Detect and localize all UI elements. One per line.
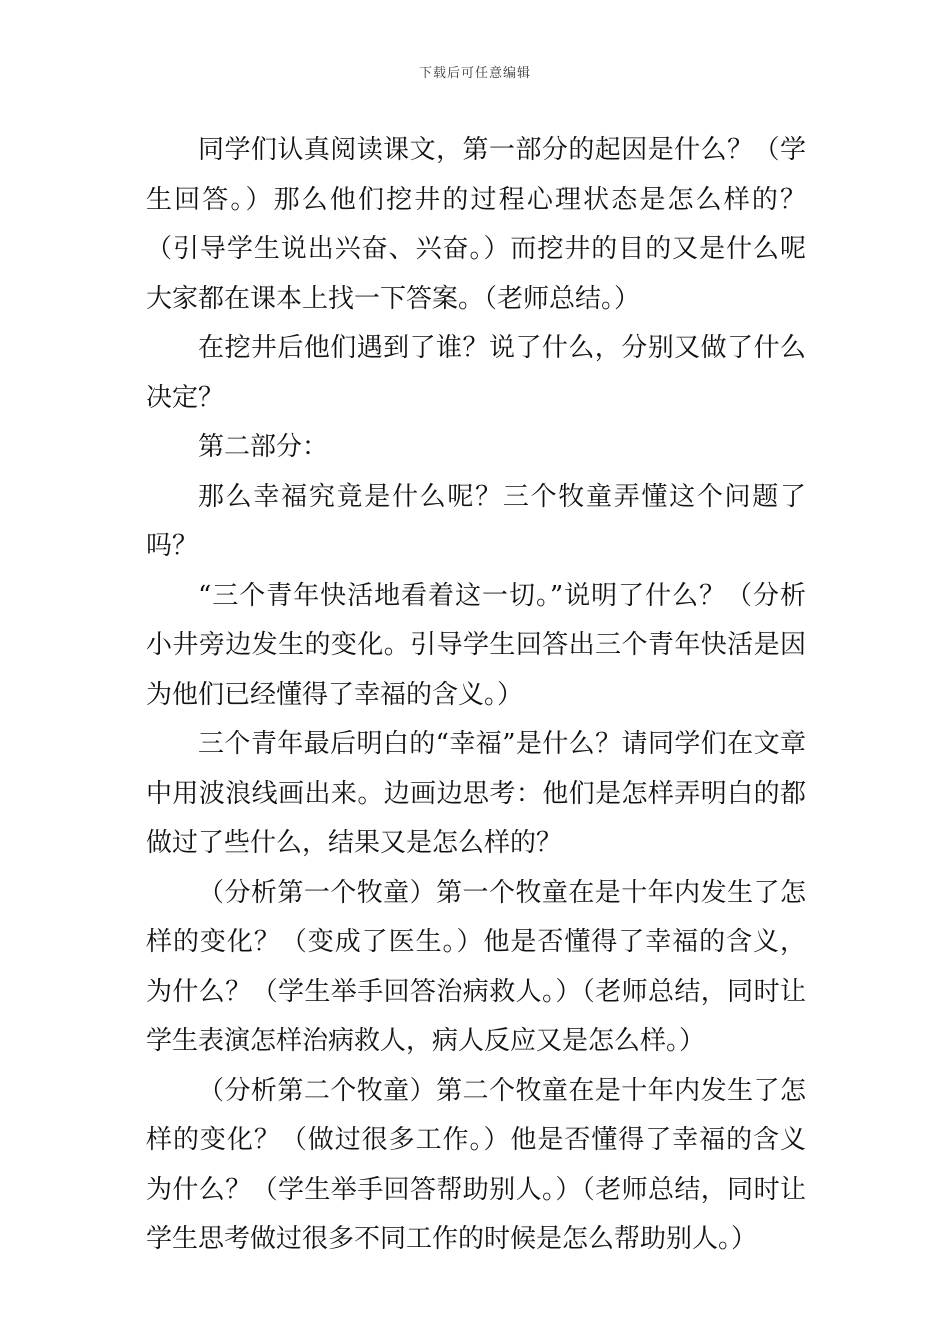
document-body [146, 126, 806, 1265]
paragraph-3: 第二部分： [198, 432, 329, 462]
paragraph-4: 那么幸福究竟是什么呢？三个牧童弄懂这个问题了吗？ [146, 481, 806, 561]
page-header: 下载后可任意编辑 [418, 66, 531, 81]
paragraph-6: 三个青年最后明白的“幸福”是什么？请同学们在文章中用波浪线画出来。边画边思考：他们是怎样弄明白的都做过了些什么，结果又是怎么样的？ [146, 729, 806, 858]
paragraph-5: “三个青年快活地看着这一切。”说明了什么？（分析小井旁边发生的变化。引导学生回答出三个青年快活是因为他们已经懂得了幸福的含义。） [146, 580, 806, 710]
paragraph-1: 同学们认真阅读课文，第一部分的起因是什么？（学生回答。）那么他们挖井的过程心理状态是怎么样的？（引导学生说出兴奋、兴奋。）而挖井的目的又是什么呢大家都在课本上找一下答案。（老师总结。） [146, 135, 806, 314]
paragraph-2: 在挖井后他们遇到了谁？说了什么，分别又做了什么决定？ [146, 333, 806, 413]
paragraph-8: （分析第二个牧童）第二个牧童在是十年内发生了怎样的变化？（做过很多工作。）他是否懂得了幸福的含义为什么？（学生举手回答帮助别人。）（老师总结，同时让学生思考做过很多不同工作的时候是怎么帮助别人。） [146, 1075, 806, 1254]
paragraph-7: （分析第一个牧童）第一个牧童在是十年内发生了怎样的变化？（变成了医生。）他是否懂得了幸福的含义，为什么？（学生举手回答治病救人。）（老师总结，同时让学生表演怎样治病救人，病人反应又是怎么样。） [146, 877, 806, 1056]
